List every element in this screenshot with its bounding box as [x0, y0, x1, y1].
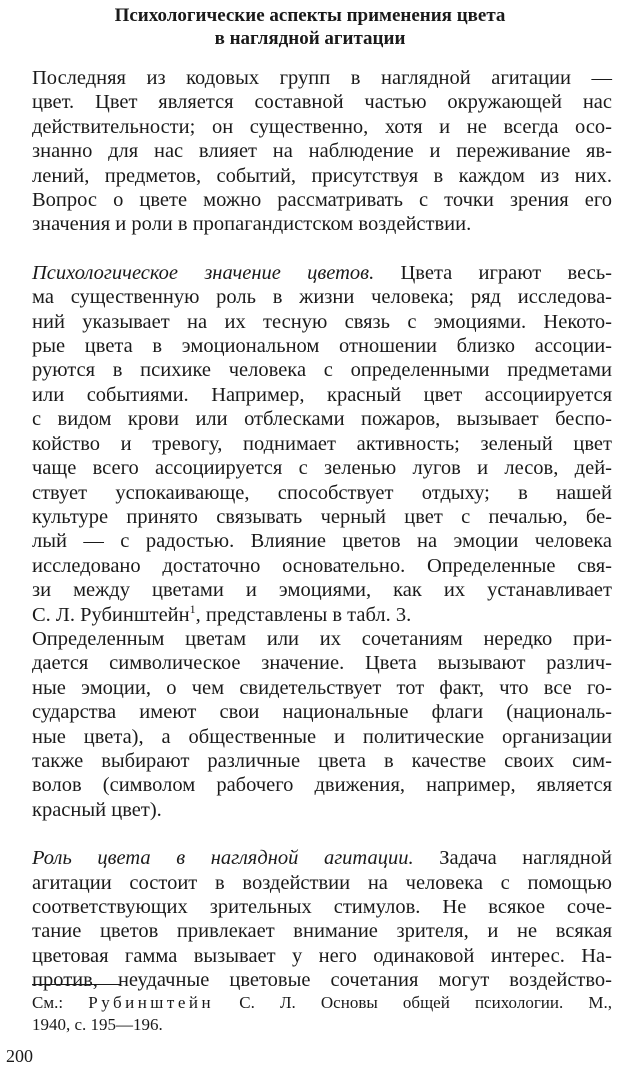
page-number: 200	[6, 1046, 33, 1066]
section2-paragraph	[32, 846, 612, 992]
text-line: против, неудачные цветовые сочетания могут воздейство-	[32, 969, 612, 992]
text-line: агитации состоит в воздействии на человека с помощью	[32, 871, 612, 894]
section1-paragraph	[32, 261, 612, 627]
text-line: волов (символом рабочего движения, например, является	[32, 774, 612, 797]
text-line: Вопрос о цвете можно рассматривать с точки зрения его	[32, 189, 612, 212]
footnote-mark: 1	[189, 601, 196, 616]
text-line: культуре принято связывать черный цвет с печалью, бе-	[32, 505, 612, 528]
heading-line-2: в наглядной агитации	[214, 28, 406, 49]
footnote-line-2: 1940, с. 195—196.	[32, 1015, 163, 1034]
text-line: с видом крови или отблесками пожаров, вызывает беспо-	[32, 408, 612, 431]
heading-line-1: Психологические аспекты применения цвета	[114, 5, 506, 26]
intro-paragraph	[32, 66, 612, 237]
section1-title: Психологическое значение цветов.	[32, 261, 375, 284]
footnote-divider	[32, 984, 120, 985]
text-line: койство и тревогу, поднимает активность; зеленый цвет	[32, 432, 612, 455]
body-text	[32, 66, 612, 993]
text-line: цвет. Цвет является составной частью окружающей нас	[32, 91, 612, 114]
section-heading	[20, 4, 600, 50]
text-line: или событиями. Например, красный цвет ассоциируется	[32, 383, 612, 406]
text-line: сударства имеют свои национальные флаги (националь-	[32, 701, 612, 724]
text-line: дается символическое значение. Цвета вызывают различ-	[32, 652, 612, 675]
text-line: руются в психике человека с определенными предметами	[32, 359, 612, 382]
text-line: знанно для нас влияет на наблюдение и переживание яв-	[32, 140, 612, 163]
text-line: также выбирают различные цвета в качестве своих сим-	[32, 749, 612, 772]
text-line: ствует успокаивающе, способствует отдыху; в нашей	[32, 481, 612, 504]
section2-first-line: Задача наглядной	[439, 847, 612, 870]
text-line: значения и роли в пропагандистском воздействии.	[32, 213, 472, 236]
section1-paragraph-2	[32, 627, 612, 822]
text-fragment: , представлены в табл. 3.	[195, 603, 412, 626]
text-line: ные эмоции, о чем свидетельствует тот факт, что все го-	[32, 676, 612, 699]
text-line	[32, 846, 612, 870]
text-line: ные цвета), а общественные и политические организации	[32, 725, 612, 748]
text-line: исследовано достаточно основательно. Определенные свя-	[32, 554, 612, 577]
text-line: ма существенную роль в жизни человека; ряд исследова-	[32, 286, 612, 309]
text-line: лений, предметов, событий, присутствуя в каждом из них.	[32, 164, 612, 187]
section2-title: Роль цвета в наглядной агитации.	[32, 847, 414, 870]
footnote-author: Рубинштейн	[88, 993, 215, 1012]
text-line: Определенным цветам или их сочетаниям нередко при-	[32, 627, 612, 650]
text-line: Последняя из кодовых групп в наглядной агитации —	[32, 67, 612, 89]
text-line: ний указывает на их тесную связь с эмоциями. Некото-	[32, 310, 612, 333]
section1-first-line: Цвета играют весь-	[400, 261, 612, 284]
text-line: зи между цветами и эмоциями, как их устанавливает	[32, 579, 612, 602]
text-line: тание цветов привлекает внимание зрителя, и не всякая	[32, 920, 612, 943]
text-line: цветовая гамма вызывает у него одинаковой интерес. На-	[32, 944, 612, 967]
author-name: С. Л. Рубинштейн	[32, 603, 190, 626]
text-line: рые цвета в эмоциональном отношении близко ассоции-	[32, 335, 612, 358]
footnote	[32, 992, 612, 1036]
text-line: чаще всего ассоциируется с зеленью лугов и лесов, дей-	[32, 457, 612, 480]
footnote-prefix: См.:	[32, 993, 64, 1012]
text-line	[32, 603, 612, 627]
text-line: красный цвет).	[32, 798, 162, 821]
footnote-line-1	[32, 992, 612, 1014]
text-line: соответствующих зрительных стимулов. Не всякое соче-	[32, 896, 612, 918]
text-line: лый — с радостью. Влияние цветов на эмоции человека	[32, 530, 612, 553]
text-line: действительности; он существенно, хотя и не всегда осо-	[32, 115, 612, 138]
text-line	[32, 261, 612, 285]
footnote-citation: С. Л. Основы общей психологии. М.,	[239, 993, 612, 1012]
